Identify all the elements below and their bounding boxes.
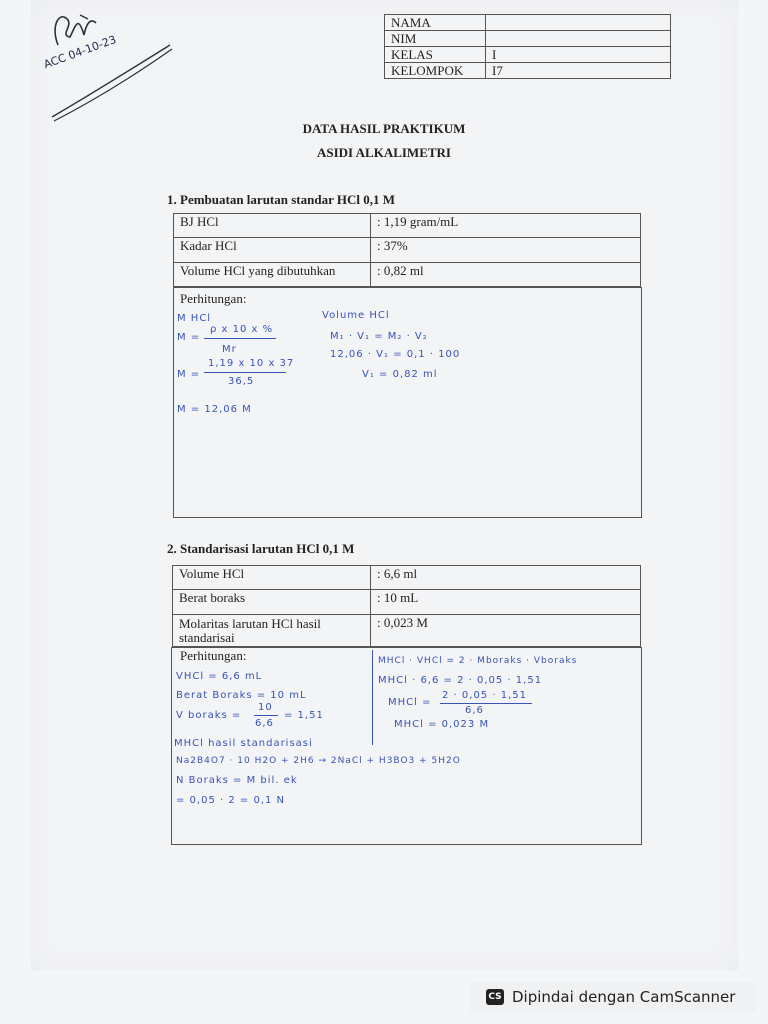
table-row: [174, 238, 641, 263]
calc-line: M HCl: [177, 313, 212, 324]
fraction-bar: [204, 372, 286, 373]
table-row: [173, 590, 641, 615]
row-value: : 37%: [371, 238, 641, 263]
row-label: Berat boraks: [173, 590, 371, 615]
table-row: [174, 214, 641, 238]
calc-fraction-den: 6,6: [255, 718, 274, 729]
fraction-bar: [204, 338, 276, 339]
calc-line: M = 12,06 M: [177, 404, 252, 415]
calc-line: 12,06 · V₁ = 0,1 · 100: [330, 349, 461, 360]
calc-line: = 0,05 · 2 = 0,1 N: [176, 795, 286, 806]
fraction-bar: [440, 703, 532, 704]
identity-value: I: [486, 47, 671, 63]
row-label: Molaritas larutan HCl hasil standarisai: [173, 615, 371, 647]
signature: [40, 5, 180, 125]
calc-line: N Boraks = M bil. ek: [176, 775, 298, 786]
calc-fraction-den: 36,5: [228, 376, 255, 387]
calc-fraction-num: 1,19 x 10 x 37: [208, 358, 295, 369]
section-1-title: 1. Pembuatan larutan standar HCl 0,1 M: [167, 192, 395, 207]
identity-value: [486, 31, 671, 47]
row-value: : 1,19 gram/mL: [371, 214, 641, 238]
calc-line: MHCl =: [388, 697, 432, 708]
row-label: Volume HCl yang dibutuhkan: [174, 263, 371, 287]
identity-table: [384, 14, 671, 79]
calc-line: MHCl hasil standarisasi: [174, 738, 313, 749]
identity-label: NIM: [385, 31, 486, 47]
signature-date: ACC 04-10-23: [42, 32, 118, 72]
table-row: [174, 263, 641, 287]
page-subtitle: ASIDI ALKALIMETRI: [316, 145, 451, 160]
section-1-calc-box: [173, 287, 642, 518]
identity-value: I7: [486, 63, 671, 79]
calc-line: MHCl = 0,023 M: [394, 719, 490, 730]
calc-line: M =: [177, 332, 201, 343]
calc-line: VHCl = 6,6 mL: [176, 671, 263, 682]
calc-fraction-den: Mr: [222, 344, 237, 355]
calc-line: Volume HCl: [322, 310, 390, 321]
identity-value: [486, 15, 671, 31]
fraction-bar: [254, 715, 278, 716]
identity-row: [385, 15, 671, 31]
calc-fraction-den: 6,6: [465, 705, 484, 716]
watermark-text: Dipindai dengan CamScanner: [512, 988, 736, 1006]
row-value: : 10 mL: [371, 590, 641, 615]
calc-label: Perhitungan:: [180, 648, 247, 663]
identity-row: [385, 31, 671, 47]
calc-line: MHCl · 6,6 = 2 · 0,05 · 1,51: [378, 675, 543, 686]
row-label: Volume HCl: [173, 566, 371, 590]
identity-label: NAMA: [385, 15, 486, 31]
calc-line: MHCl · VHCl = 2 · Mboraks · Vboraks: [378, 656, 578, 666]
section-1-table: [173, 213, 641, 287]
table-row: [173, 615, 641, 647]
calc-line: M =: [177, 369, 201, 380]
calc-line: V boraks =: [176, 710, 242, 721]
calc-fraction-num: ρ x 10 x %: [210, 324, 274, 335]
row-label: Kadar HCl: [174, 238, 371, 263]
camscanner-logo-icon: CS: [486, 989, 504, 1005]
page-title: DATA HASIL PRAKTIKUM: [302, 121, 466, 136]
calc-fraction-num: 2 · 0,05 · 1,51: [442, 690, 527, 701]
calc-fraction-num: 10: [258, 702, 273, 713]
camscanner-watermark: [470, 982, 756, 1012]
calc-divider: [372, 650, 373, 745]
section-2-table: [172, 565, 641, 647]
identity-label: KELOMPOK: [385, 63, 486, 79]
calc-line: V₁ = 0,82 ml: [362, 369, 438, 380]
identity-label: KELAS: [385, 47, 486, 63]
row-value: : 6,6 ml: [371, 566, 641, 590]
table-row: [173, 566, 641, 590]
calc-line: Berat Boraks = 10 mL: [176, 690, 307, 701]
calc-label: Perhitungan:: [180, 291, 247, 306]
calc-line: M₁ · V₁ = M₂ · V₂: [330, 331, 428, 342]
row-value: : 0,82 ml: [371, 263, 641, 287]
calc-line: = 1,51: [284, 710, 324, 721]
row-label: BJ HCl: [174, 214, 371, 238]
row-value: : 0,023 M: [371, 615, 641, 647]
calc-line: Na2B4O7 · 10 H2O + 2H6 → 2NaCl + H3BO3 + 5H2O: [176, 756, 461, 766]
identity-row: [385, 63, 671, 79]
section-2-title: 2. Standarisasi larutan HCl 0,1 M: [167, 541, 355, 556]
identity-row: [385, 47, 671, 63]
